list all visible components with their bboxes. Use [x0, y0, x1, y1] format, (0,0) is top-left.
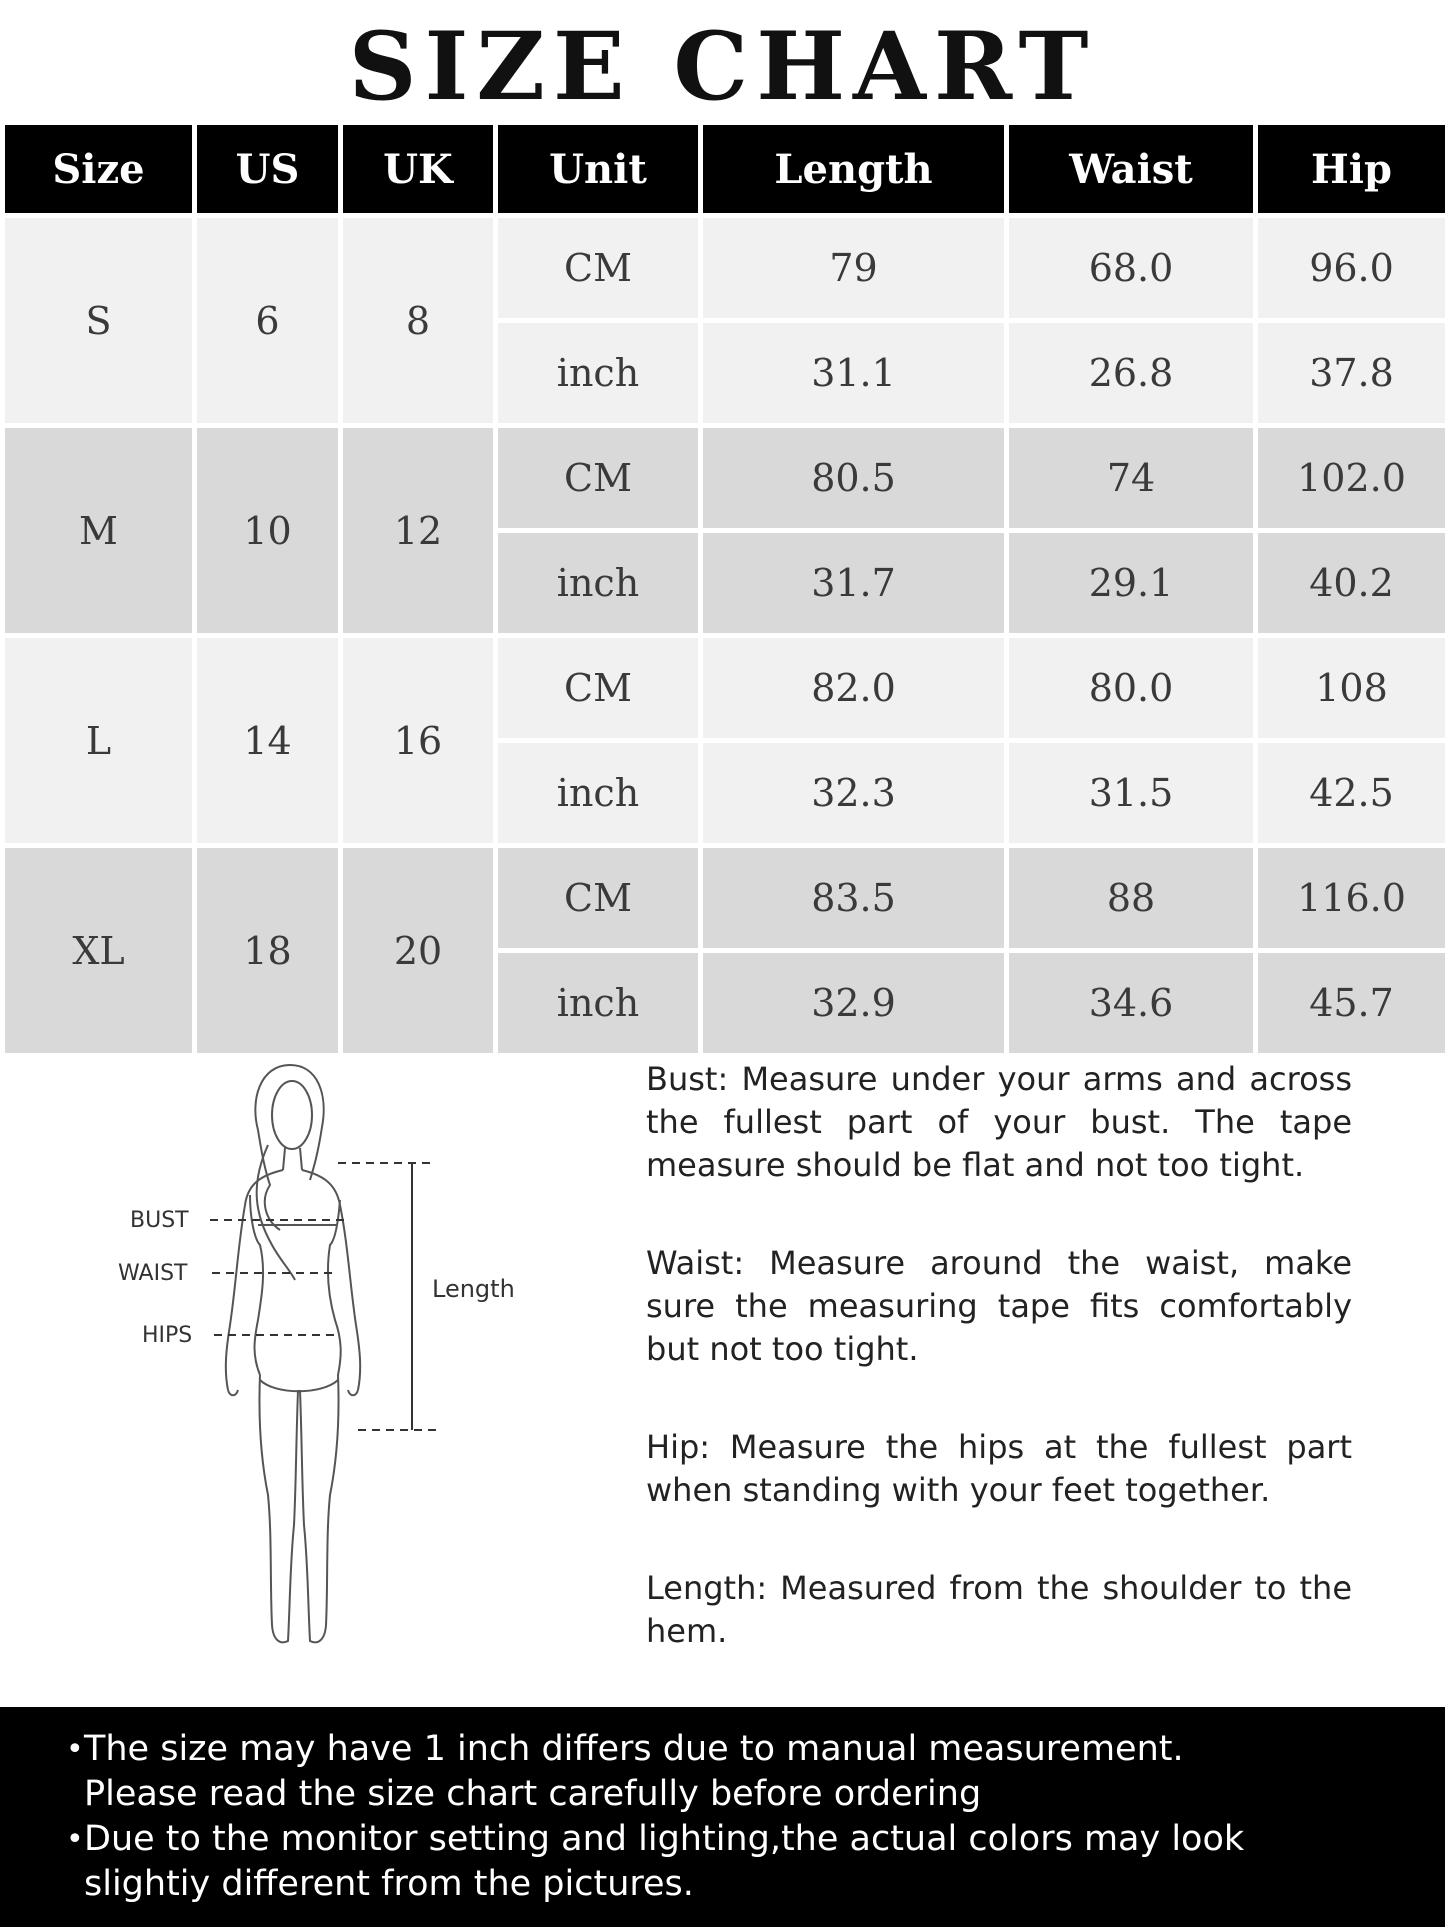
- size-cell: M: [3, 426, 195, 636]
- uk-cell: 16: [341, 636, 496, 846]
- size-cell: S: [3, 216, 195, 426]
- header-size: Size: [3, 123, 195, 216]
- length-description: Length: Measured from the shoulder to the hem.: [646, 1569, 1352, 1650]
- header-uk: UK: [341, 123, 496, 216]
- unit-cell: inch: [496, 951, 701, 1056]
- unit-cell: inch: [496, 531, 701, 636]
- waist-cell: 29.1: [1007, 531, 1256, 636]
- unit-cell: inch: [496, 321, 701, 426]
- note-line: Please read the size chart carefully before ordering: [84, 1774, 982, 1814]
- table-row: [3, 216, 1445, 321]
- note-line: The size may have 1 inch differs due to manual measurement.: [84, 1729, 1184, 1769]
- note-item: [66, 1727, 1404, 1817]
- uk-cell: 20: [341, 846, 496, 1056]
- body-outline-illustration: [90, 1045, 560, 1685]
- note-line: Due to the monitor setting and lighting,the actual colors may look: [84, 1819, 1245, 1859]
- length-cell: 31.7: [701, 531, 1007, 636]
- length-cell: 83.5: [701, 846, 1007, 951]
- header-waist: Waist: [1007, 123, 1256, 216]
- notes-banner: [0, 1707, 1445, 1927]
- unit-cell: CM: [496, 216, 701, 321]
- us-cell: 6: [195, 216, 341, 426]
- table-row: [3, 846, 1445, 951]
- measurement-figure: [90, 1045, 560, 1685]
- unit-cell: CM: [496, 426, 701, 531]
- length-cell: 79: [701, 216, 1007, 321]
- waist-description: Waist: Measure around the waist, make sure the measuring tape fits comfortably but not too tight.: [646, 1244, 1352, 1368]
- uk-cell: 8: [341, 216, 496, 426]
- hip-cell: 116.0: [1256, 846, 1445, 951]
- unit-cell: CM: [496, 636, 701, 741]
- bust-label: BUST: [130, 1208, 189, 1233]
- length-cell: 32.3: [701, 741, 1007, 846]
- header-unit: Unit: [496, 123, 701, 216]
- size-table: [0, 120, 1445, 1058]
- length-cell: 80.5: [701, 426, 1007, 531]
- waist-label: WAIST: [118, 1261, 188, 1286]
- uk-cell: 12: [341, 426, 496, 636]
- unit-cell: inch: [496, 741, 701, 846]
- waist-cell: 68.0: [1007, 216, 1256, 321]
- size-cell: L: [3, 636, 195, 846]
- length-label: Length: [432, 1275, 515, 1303]
- note-item: [66, 1817, 1404, 1907]
- hip-cell: 102.0: [1256, 426, 1445, 531]
- unit-cell: CM: [496, 846, 701, 951]
- waist-cell: 88: [1007, 846, 1256, 951]
- size-cell: XL: [3, 846, 195, 1056]
- waist-cell: 74: [1007, 426, 1256, 531]
- table-row: [3, 426, 1445, 531]
- hip-description: Hip: Measure the hips at the fullest part when standing with your feet together.: [646, 1428, 1352, 1509]
- us-cell: 18: [195, 846, 341, 1056]
- note-line: slightiy different from the pictures.: [84, 1864, 694, 1904]
- header-length: Length: [701, 123, 1007, 216]
- us-cell: 10: [195, 426, 341, 636]
- bullet-icon: •: [66, 1732, 84, 1767]
- hip-cell: 108: [1256, 636, 1445, 741]
- bust-description: Bust: Measure under your arms and across the fullest part of your bust. The tape measure should be flat and not too tight.: [646, 1060, 1352, 1184]
- bullet-icon: •: [66, 1822, 84, 1857]
- length-cell: 82.0: [701, 636, 1007, 741]
- waist-cell: 26.8: [1007, 321, 1256, 426]
- header-us: US: [195, 123, 341, 216]
- table-row: [3, 636, 1445, 741]
- table-header-row: [3, 123, 1445, 216]
- waist-cell: 34.6: [1007, 951, 1256, 1056]
- hip-cell: 42.5: [1256, 741, 1445, 846]
- hip-cell: 45.7: [1256, 951, 1445, 1056]
- length-cell: 31.1: [701, 321, 1007, 426]
- hip-cell: 96.0: [1256, 216, 1445, 321]
- header-hip: Hip: [1256, 123, 1445, 216]
- waist-cell: 80.0: [1007, 636, 1256, 741]
- waist-cell: 31.5: [1007, 741, 1256, 846]
- hip-cell: 37.8: [1256, 321, 1445, 426]
- hip-cell: 40.2: [1256, 531, 1445, 636]
- us-cell: 14: [195, 636, 341, 846]
- hips-label: HIPS: [142, 1323, 193, 1348]
- page-title: SIZE CHART: [348, 12, 1097, 122]
- length-cell: 32.9: [701, 951, 1007, 1056]
- measurement-descriptions: [646, 1058, 1352, 1708]
